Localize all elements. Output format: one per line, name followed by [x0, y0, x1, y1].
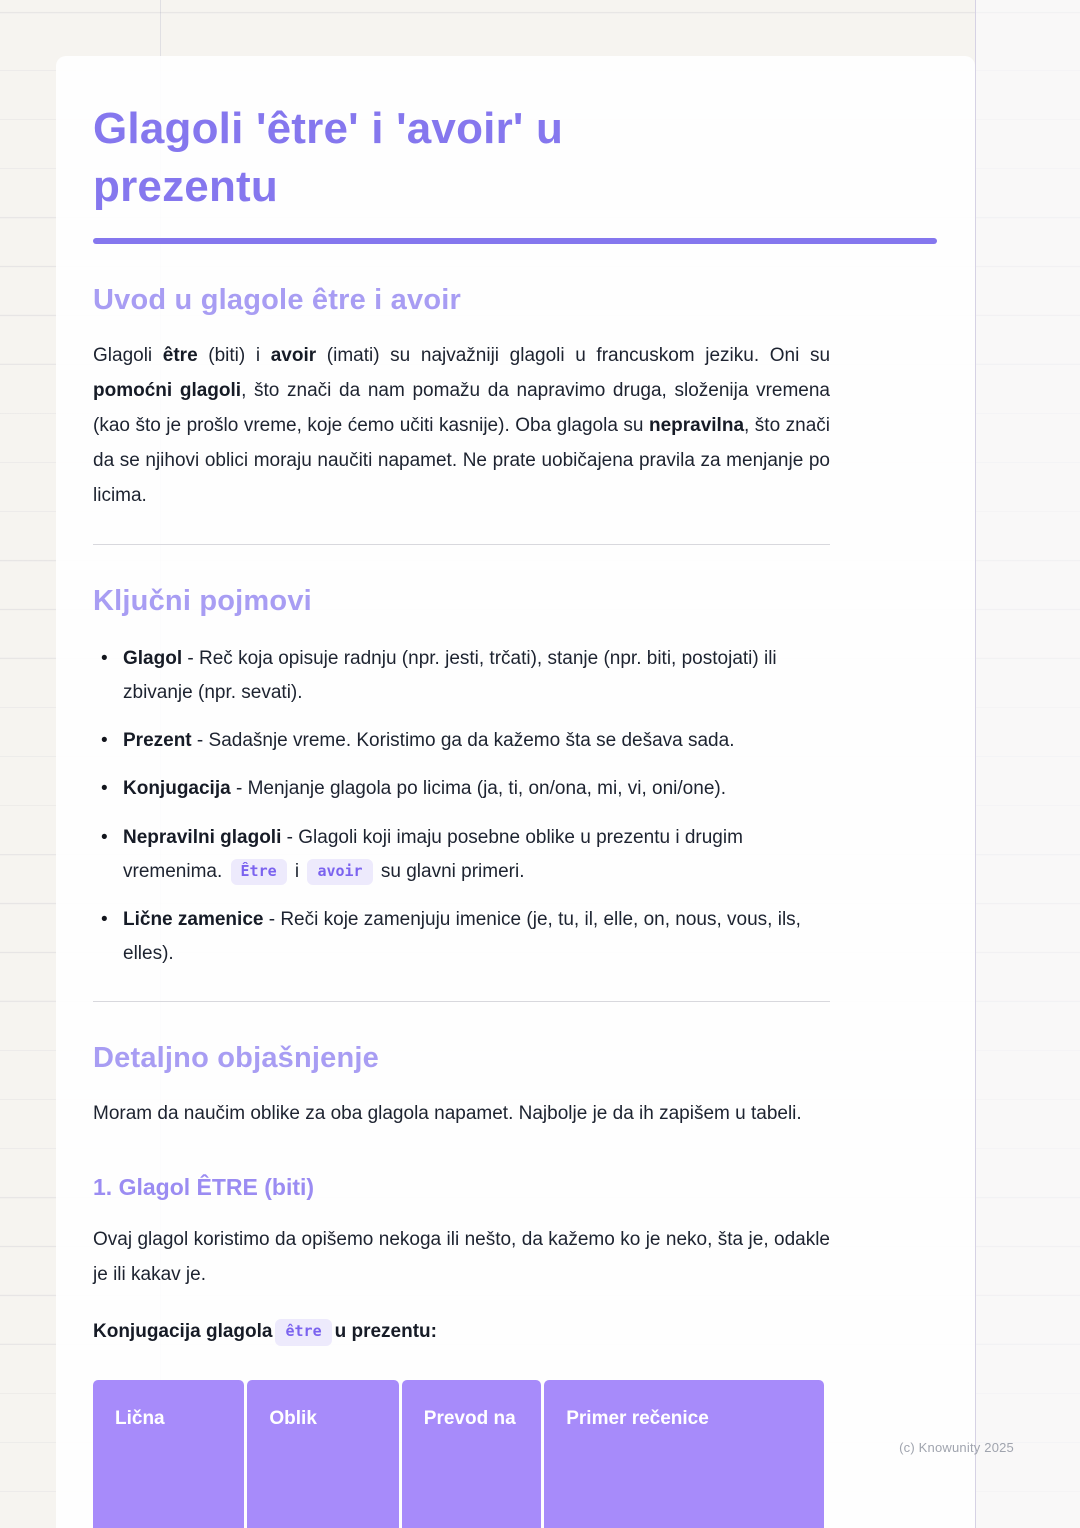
text-segment: , što znači da se njihovi oblici moraju naučiti napamet. Ne prate uobičajena pravila za menjanje po licima. — [93, 415, 830, 506]
conjugation-label — [93, 1319, 937, 1346]
term-definition: - Menjanje glagola po licima (ja, ti, on/ona, mi, vi, oni/one). — [230, 778, 726, 800]
intro-paragraph — [93, 339, 830, 514]
text-segment: (biti) i — [197, 345, 271, 367]
title-underline-rule — [93, 238, 937, 244]
text-segment: (imati) su najvažniji glagoli u francuskom jeziku. Oni su — [316, 345, 831, 367]
bold-term-etre: être — [162, 345, 198, 367]
term-definition: su glavni primeri. — [375, 860, 525, 882]
term-definition: - Reči koje zamenjuju imenice (je, tu, il, elle, on, nous, vous, ils, elles). — [123, 909, 801, 965]
conjugation-label-text: Konjugacija glagola — [93, 1321, 273, 1343]
table-header-label: Primer rečenice — [566, 1407, 709, 1429]
list-item-prezent — [93, 724, 811, 758]
code-chip-avoir: avoir — [307, 859, 372, 886]
term-label: Lične zamenice — [123, 909, 264, 931]
document-page — [56, 56, 975, 1528]
list-item-licne-zamenice — [93, 903, 811, 971]
subsection-heading-glagol-etre: 1. Glagol ÊTRE (biti) — [93, 1174, 315, 1201]
page-title: Glagoli 'être' i 'avoir' u prezentu — [93, 104, 564, 212]
section-divider — [93, 1001, 830, 1002]
table-header-label: Oblik — [269, 1407, 317, 1429]
copyright-notice: (c) Knowunity 2025 — [899, 1440, 1014, 1455]
conjugation-table-header-row — [93, 1380, 824, 1528]
bold-term-avoir: avoir — [270, 345, 317, 367]
term-label: Prezent — [123, 730, 192, 752]
page-right-strip — [975, 0, 1080, 1528]
section-divider — [93, 544, 830, 545]
etre-description-paragraph: Ovaj glagol koristimo da opišemo nekoga ili nešto, da kažemo ko je neko, šta je, odakle je ili kakav je. — [93, 1229, 830, 1286]
term-definition: - Glagoli koji imaju posebne oblike u prezentu i drugim vremenima. — [123, 826, 743, 882]
list-item-konjugacija — [93, 772, 811, 806]
text-segment: Glagoli — [93, 345, 163, 367]
section-heading-uvod: Uvod u glagole être i avoir — [93, 284, 461, 317]
bold-term-pomocni: pomoćni glagoli — [93, 380, 242, 402]
code-chip-etre-small: être — [275, 1319, 331, 1346]
conjugation-label-text: u prezentu: — [334, 1321, 437, 1343]
section-heading-detaljno: Detaljno objašnjenje — [93, 1042, 379, 1075]
table-header-primer — [544, 1380, 824, 1528]
table-header-label: Prevod na — [423, 1407, 516, 1429]
section-heading-kljucni-pojmovi: Ključni pojmovi — [93, 584, 312, 617]
table-header-prevod — [402, 1380, 541, 1528]
term-definition: i — [289, 860, 305, 882]
key-terms-list — [93, 642, 811, 972]
table-header-label: Lična — [115, 1407, 165, 1429]
table-header-oblik — [247, 1380, 398, 1528]
term-label: Konjugacija — [123, 778, 231, 800]
term-definition: - Sadašnje vreme. Koristimo ga da kažemo šta se dešava sada. — [191, 730, 735, 752]
list-item-glagol — [93, 642, 811, 710]
bold-term-nepravilna: nepravilna — [648, 415, 745, 437]
list-item-nepravilni-glagoli — [93, 821, 811, 889]
detail-intro-paragraph: Moram da naučim oblike za oba glagola napamet. Najbolje je da ih zapišem u tabeli. — [93, 1103, 802, 1125]
text-segment: , što znači da nam pomažu da napravimo druga, složenija vremena (kao što je prošlo vreme, koje ćemo učiti kasnije). Oba glagola su — [93, 380, 830, 437]
term-label: Glagol — [123, 647, 183, 669]
term-definition: - Reč koja opisuje radnju (npr. jesti, trčati), stanje (npr. biti, postojati) ili zbivanje (npr. sevati). — [123, 647, 777, 704]
code-chip-etre: Être — [231, 859, 287, 886]
term-label: Nepravilni glagoli — [123, 826, 282, 848]
table-header-licna — [93, 1380, 244, 1528]
